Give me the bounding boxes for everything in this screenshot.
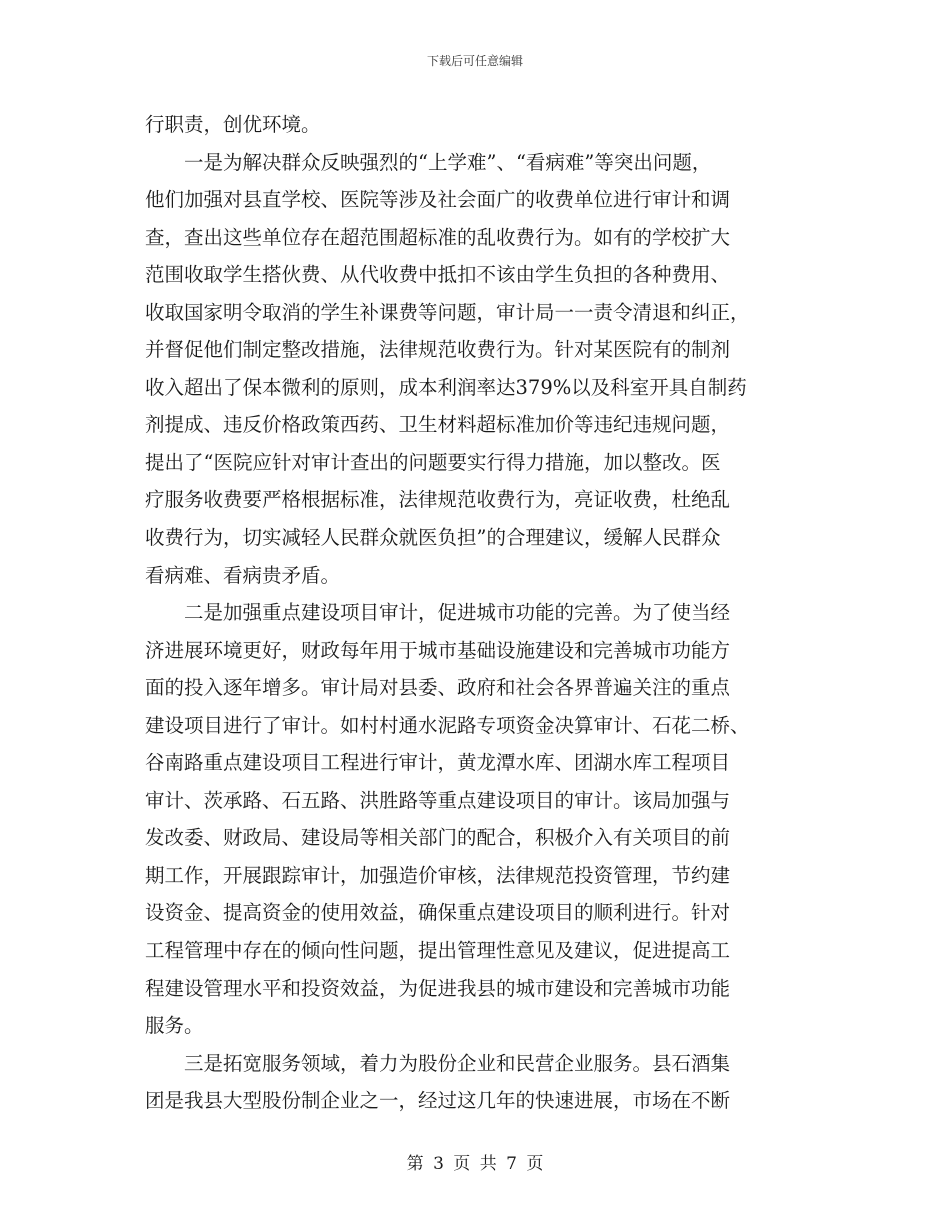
text-line: 工程管理中存在的倾向性问题，提出管理性意见及建议，促进提高工	[145, 939, 731, 963]
text-line: 发改委、财政局、建设局等相关部门的配合，积极介入有关项目的前	[145, 826, 731, 850]
text-line: 疗服务收费要严格根据标准，法律规范收费行为，亮证收费，杜绝乱	[145, 488, 731, 512]
page-footer: 第 3 页 共 7 页	[406, 1154, 544, 1174]
text-line: 看病难、看病贵矛盾。	[145, 563, 341, 587]
text-line: 剂提成、违反价格政策西药、卫生材料超标准加价等违纪违规问题，	[145, 413, 731, 437]
text-line: 行职责，创优环境。	[145, 113, 321, 136]
text-line: 期工作，开展跟踪审计，加强造价审核，法律规范投资管理，节约建	[145, 863, 731, 887]
text-line: 收费行为，切实减轻人民群众就医负担”的合理建议，缓解人民群众	[145, 526, 721, 550]
text-line: 谷南路重点建设项目工程进行审计，黄龙潭水库、团湖水库工程项目	[145, 751, 731, 775]
text-line: 设资金、提高资金的使用效益，确保重点建设项目的顺利进行。针对	[145, 901, 731, 925]
paragraph-first-line: 一是为解决群众反映强烈的“上学难”、“看病难”等突出问题，	[184, 150, 712, 174]
text-line: 收取国家明令取消的学生补课费等问题，审计局一一责令清退和纠正，	[145, 300, 750, 324]
document-body	[145, 106, 805, 1120]
text-line: 程建设管理水平和投资效益，为促进我县的城市建设和完善城市功能	[145, 976, 731, 1000]
text-line: 济进展环境更好，财政每年用于城市基础设施建设和完善城市功能方	[145, 638, 731, 662]
text-line: 团是我县大型股份制企业之一，经过这几年的快速进展，市场在不断	[145, 1089, 731, 1113]
paragraph-first-line: 三是拓宽服务领域，着力为股份企业和民营企业服务。县石酒集	[184, 1051, 731, 1075]
text-line: 面的投入逐年增多。审计局对县委、政府和社会各界普遍关注的重点	[145, 676, 731, 700]
text-line: 服务。	[145, 1014, 204, 1038]
text-line: 他们加强对县直学校、医院等涉及社会面广的收费单位进行审计和调	[145, 188, 731, 212]
text-line: 提出了“医院应针对审计查出的问题要实行得力措施，加以整改。医	[145, 450, 721, 474]
text-line: 建设项目进行了审计。如村村通水泥路专项资金决算审计、石花二桥、	[145, 713, 750, 737]
paragraph-first-line: 二是加强重点建设项目审计，促进城市功能的完善。为了使当经	[184, 601, 731, 625]
text-line: 查，查出这些单位存在超范围超标准的乱收费行为。如有的学校扩大	[145, 225, 731, 249]
text-line: 并督促他们制定整改措施，法律规范收费行为。针对某医院有的制剂	[145, 338, 731, 362]
page-header: 下载后可任意编辑	[426, 54, 523, 68]
text-line: 审计、茨承路、石五路、洪胜路等重点建设项目的审计。该局加强与	[145, 788, 731, 812]
text-line: 范围收取学生搭伙费、从代收费中抵扣不该由学生负担的各种费用、	[145, 263, 731, 287]
text-line: 收入超出了保本微利的原则，成本利润率达379%以及科室开具自制药	[145, 375, 747, 399]
